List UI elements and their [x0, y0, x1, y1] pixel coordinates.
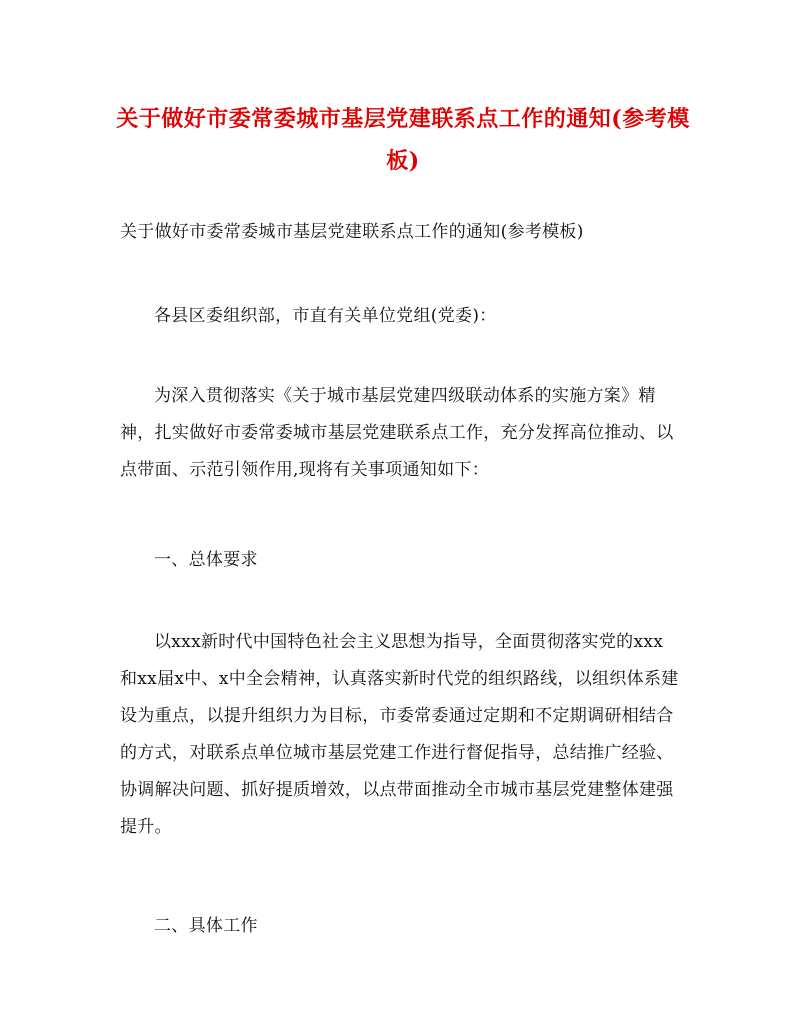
- document-subtitle: 关于做好市委常委城市基层党建联系点工作的通知(参考模板): [120, 222, 584, 242]
- salutation-paragraph: 各县区委组织部，市直有关单位党组(党委)：: [154, 306, 497, 326]
- section-2-heading: 二、具体工作: [154, 916, 258, 936]
- intro-paragraph: 为深入贯彻落实《关于城市基层党建四级联动体系的实施方案》精神，扎实做好市委常委城市基层党建联系点工作，充分发挥高位推动、以点带面、示范引领作用,现将有关事项通知如下：: [120, 386, 674, 480]
- document-title: 关于做好市委常委城市基层党建联系点工作的通知(参考模板): [116, 106, 690, 174]
- section-1-paragraph: 以xxx新时代中国特色社会主义思想为指导，全面贯彻落实党的xxx和xx届x中、x中全会精神，认真落实新时代党的组织路线，以组织体系建设为重点，以提升组织力为目标，市委常委通过定期和不定期调研相结合的方式，对联系点单位城市基层党建工作进行督促指导，总结推广经验、协调解决问题、抓好提质增效，以点带面推动全市城市基层党建整体建强提升。: [120, 632, 679, 837]
- section-1-heading: 一、总体要求: [154, 550, 258, 570]
